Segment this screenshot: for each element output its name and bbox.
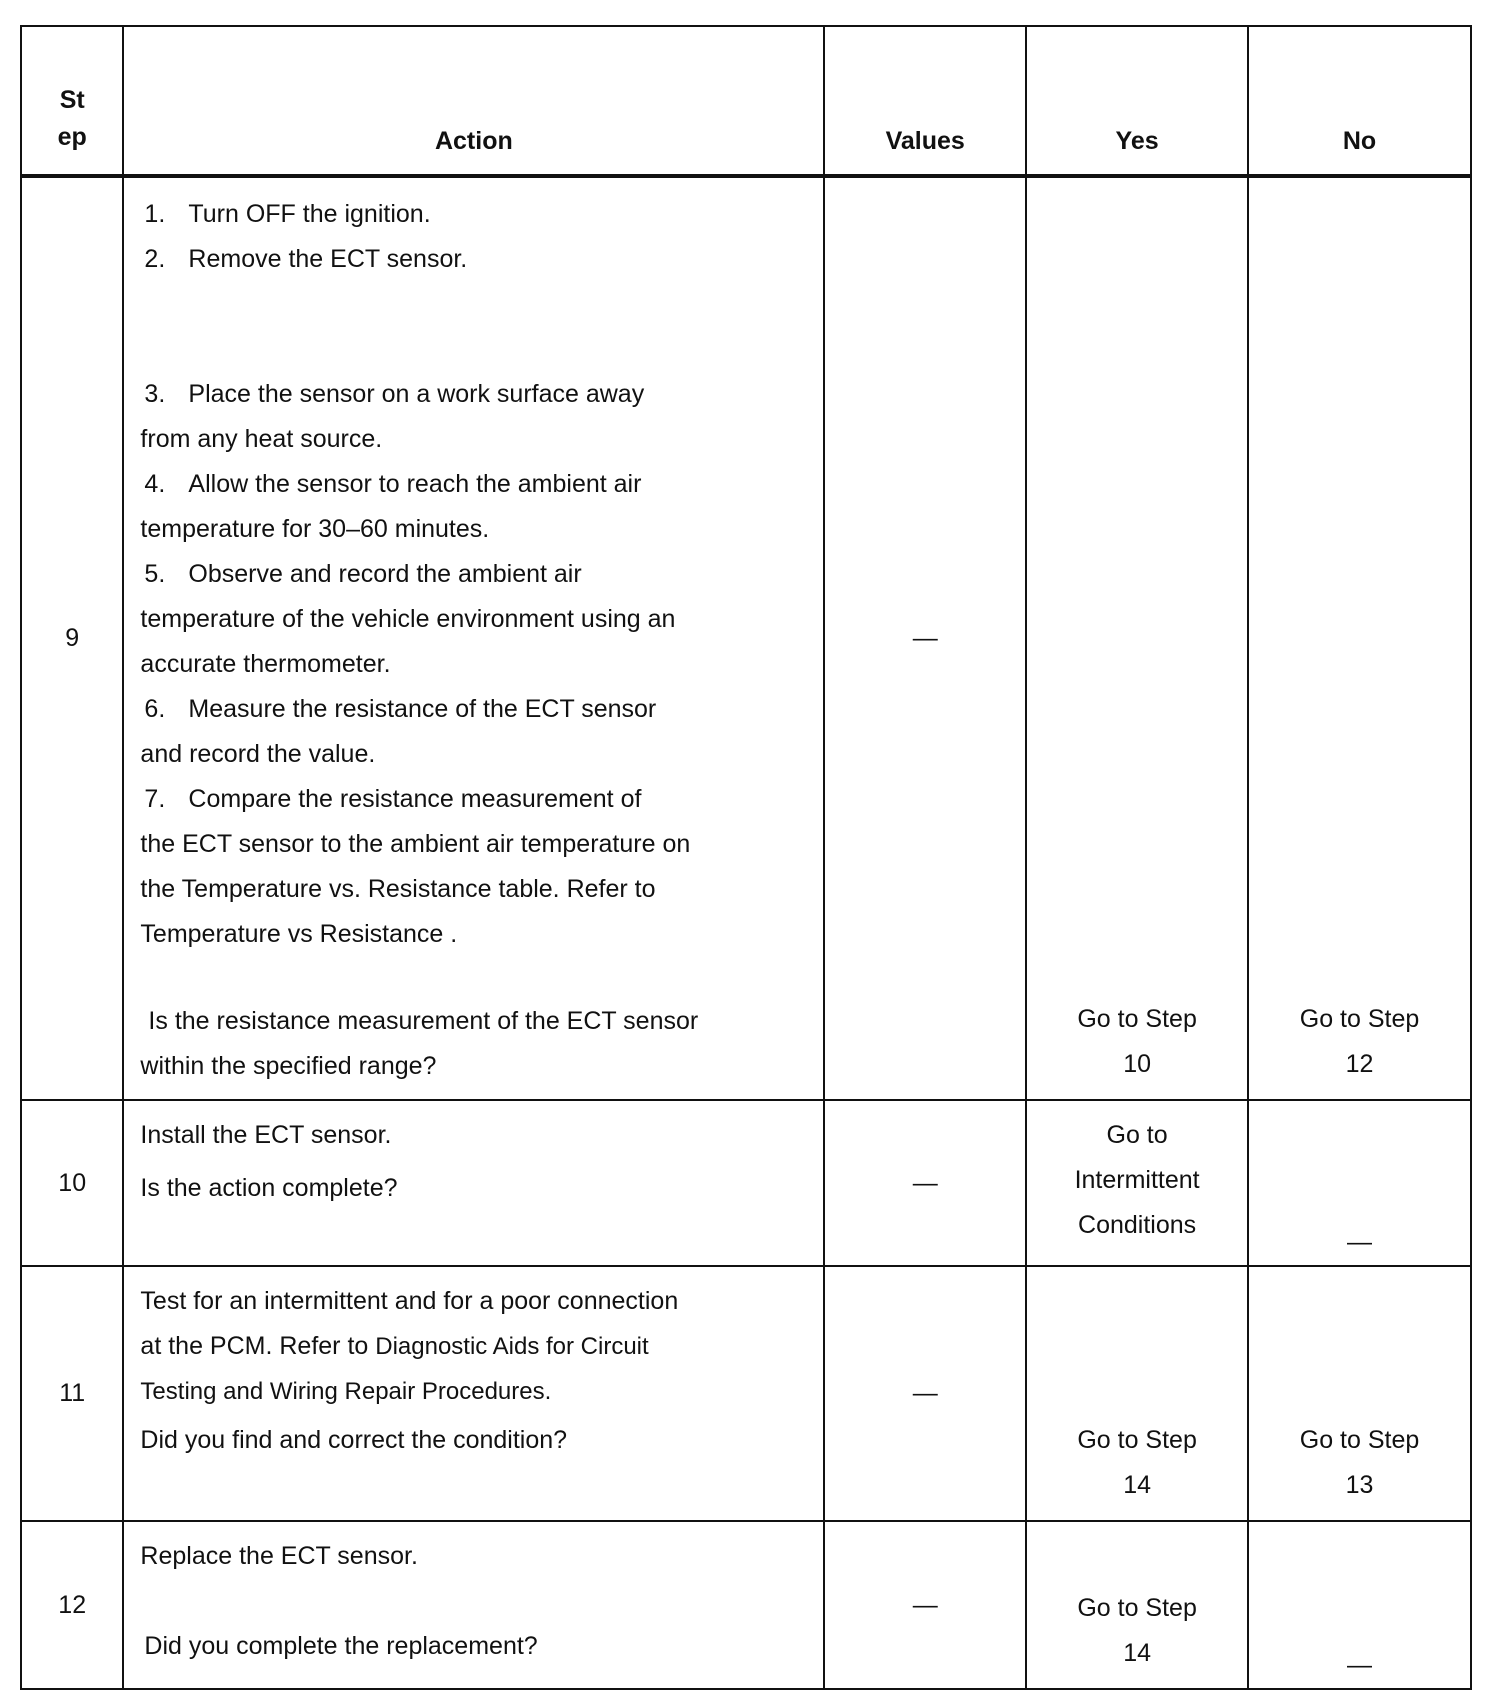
action-cell: Test for an intermittent and for a poor connection at the PCM. Refer to Diagnostic Aids for Circuit Testing and Wiring Repair Procedures. Did you find and correct the condition? — [123, 1266, 824, 1521]
list-item: 3. Place the sensor on a work surface away — [144, 380, 645, 408]
values-cell: — — [824, 1266, 1026, 1521]
table-row-step-12 — [21, 1521, 1471, 1689]
step-number: 10 — [21, 1100, 123, 1266]
question-text: Did you find and correct the condition? — [140, 1426, 568, 1454]
action-cell: Replace the ECT sensor. Did you complete the replacement? — [123, 1521, 824, 1689]
no-cell: — — [1248, 1100, 1471, 1266]
list-item: 1. Turn OFF the ignition. — [144, 200, 431, 228]
values-cell: — — [824, 176, 1026, 1100]
list-item: 7. Compare the resistance measurement of — [144, 785, 642, 813]
step-number: 9 — [21, 176, 123, 1100]
header-no: No — [1248, 26, 1471, 176]
diagnostic-aids-link: Diagnostic Aids for Circuit — [375, 1333, 649, 1360]
no-cell: Go to Step 12 — [1248, 176, 1471, 1100]
list-item: 2. Remove the ECT sensor. — [144, 245, 468, 273]
question-text: Is the resistance measurement of the ECT sensor — [148, 1007, 699, 1035]
yes-cell: Go to Step 14 — [1026, 1266, 1248, 1521]
yes-cell: Go to Step 14 — [1026, 1521, 1248, 1689]
header-step: St ep — [21, 26, 123, 176]
table-row-step-9 — [21, 176, 1471, 1100]
yes-cell: Go to Step 10 — [1026, 176, 1248, 1100]
header-action: Action — [123, 26, 824, 176]
yes-cell: Go to Intermittent Conditions — [1026, 1100, 1248, 1266]
header-row — [21, 26, 1471, 176]
step-number: 12 — [21, 1521, 123, 1689]
table-row-step-11 — [21, 1266, 1471, 1521]
diagnostic-table — [20, 25, 1472, 1690]
no-cell: — — [1248, 1521, 1471, 1689]
action-cell: Install the ECT sensor. Is the action complete? — [123, 1100, 824, 1266]
header-yes: Yes — [1026, 26, 1248, 176]
list-item: 5. Observe and record the ambient air — [144, 560, 582, 588]
step-number: 11 — [21, 1266, 123, 1521]
question-text: Is the action complete? — [140, 1174, 398, 1202]
list-item: 4. Allow the sensor to reach the ambient air — [144, 470, 642, 498]
action-cell: 1. Turn OFF the ignition. 2. Remove the ECT sensor. 3. Place the sensor on a work surface away from any heat source. 4. Allow the sensor to reach the ambient air temperature for 30–60 minutes. 5. Observe and record the ambient air temperature of the vehicle environment using an accurate thermometer. 6. Measure the resistance of the ECT sensor and record the value. 7. Compare the resistance measurement of the ECT sensor to the ambient air temperature on the Temperature vs. Resistance table. Refer to Temperature vs Resistance . Is the resistance measurement of the ECT sensor within the specified range? — [123, 176, 824, 1100]
header-values: Values — [824, 26, 1026, 176]
list-item: 6. Measure the resistance of the ECT sensor — [144, 695, 657, 723]
table-row-step-10 — [21, 1100, 1471, 1266]
question-text: Did you complete the replacement? — [144, 1632, 538, 1660]
values-cell: — — [824, 1100, 1026, 1266]
values-cell: — — [824, 1521, 1026, 1689]
no-cell: Go to Step 13 — [1248, 1266, 1471, 1521]
